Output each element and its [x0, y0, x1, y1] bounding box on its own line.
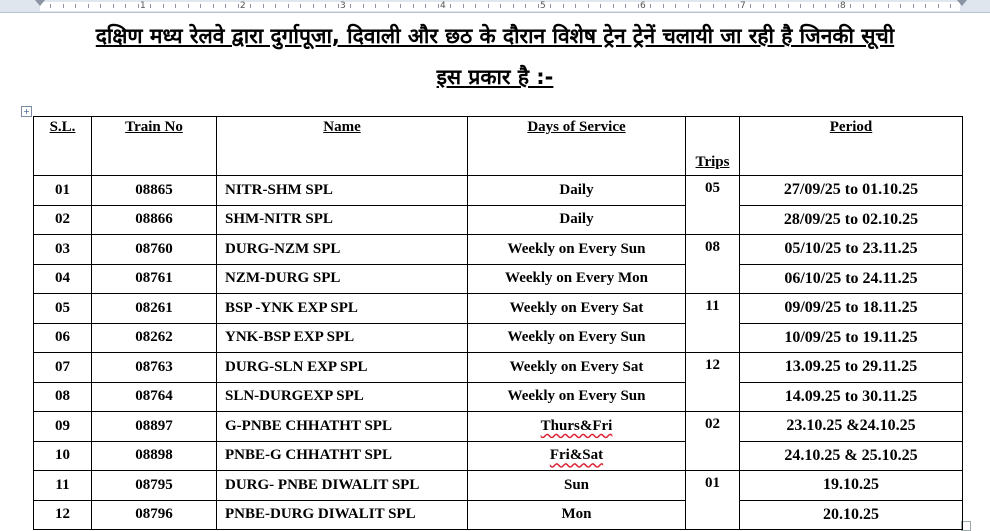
cell-days: Mon: [468, 500, 686, 530]
ruler-tick: [638, 4, 639, 8]
ruler-tick: [763, 4, 764, 8]
cell-name: YNK-BSP EXP SPL: [217, 323, 468, 353]
cell-sl: 07: [34, 353, 92, 383]
ruler-tick: [63, 4, 64, 8]
table-move-handle-icon[interactable]: +: [21, 106, 32, 117]
cell-days: Weekly on Every Sun: [468, 323, 686, 353]
cell-days: Sun: [468, 471, 686, 501]
ruler-tick: [425, 4, 426, 8]
cell-train-no: 08897: [92, 412, 217, 442]
ruler-tick: [538, 4, 539, 8]
ruler-tick: [388, 4, 389, 8]
cell-train-no: 08764: [92, 382, 217, 412]
table-row: [34, 441, 963, 471]
ruler-tick: [350, 4, 351, 8]
ruler-tick: [125, 4, 126, 8]
cell-train-no: 08796: [92, 500, 217, 530]
ruler-tick: [613, 4, 614, 8]
cell-sl: 06: [34, 323, 92, 353]
ruler-tick: [450, 4, 451, 8]
cell-name: SLN-DURGEXP SPL: [217, 382, 468, 412]
ruler-tick: [700, 4, 701, 8]
ruler-tick: [850, 4, 851, 8]
ruler-tick: [175, 4, 176, 8]
cell-period: 13.09.25 to 29.11.25: [740, 353, 963, 383]
cell-name: NITR-SHM SPL: [217, 176, 468, 206]
ruler-tick: [713, 4, 714, 8]
ruler-tick: [225, 4, 226, 8]
header-sl: S.L.: [34, 117, 92, 176]
cell-period: 27/09/25 to 01.10.25: [740, 176, 963, 206]
ruler-tick: [163, 4, 164, 8]
ruler-tick: [675, 4, 676, 8]
ruler-tick: [738, 4, 739, 8]
ruler-number: 7: [740, 1, 746, 11]
table-row: [34, 176, 963, 206]
cell-sl: 12: [34, 500, 92, 530]
table-row: [34, 323, 963, 353]
table-row: [34, 205, 963, 235]
cell-sl: 08: [34, 382, 92, 412]
ruler-tick: [463, 4, 464, 8]
table-row: [34, 471, 963, 501]
ruler-tick: [100, 4, 101, 8]
ruler-tick: [113, 4, 114, 8]
ruler-indent-marker[interactable]: [35, 0, 45, 6]
cell-train-no: 08898: [92, 441, 217, 471]
ruler-tick: [500, 4, 501, 8]
ruler-number: 8: [840, 1, 846, 11]
ruler-tick: [525, 4, 526, 8]
table-header-row: [34, 117, 963, 176]
ruler-tick: [138, 4, 139, 8]
ruler-tick: [750, 4, 751, 8]
ruler-tick: [900, 4, 901, 8]
ruler-number: 3: [340, 1, 346, 11]
ruler-tick: [725, 4, 726, 8]
cell-train-no: 08763: [92, 353, 217, 383]
ruler-tick: [313, 4, 314, 8]
header-name: Name: [217, 117, 468, 176]
header-trips: Trips: [686, 117, 740, 176]
ruler-tick: [413, 4, 414, 8]
cell-name: G-PNBE CHHATHT SPL: [217, 412, 468, 442]
ruler-tick: [188, 4, 189, 8]
cell-name: PNBE-G CHHATHT SPL: [217, 441, 468, 471]
cell-period: 05/10/25 to 23.11.25: [740, 235, 963, 265]
ruler-tick: [663, 4, 664, 8]
ruler-number: 2: [240, 1, 246, 11]
page-subheading: इस प्रकार है :-: [436, 65, 554, 89]
ruler-tick: [925, 4, 926, 8]
cell-days: [468, 412, 686, 442]
ruler-tick: [400, 4, 401, 8]
ruler-tick: [150, 4, 151, 8]
cell-days: [468, 441, 686, 471]
ruler-tick: [438, 4, 439, 8]
ruler-tick: [238, 4, 239, 8]
cell-train-no: 08261: [92, 294, 217, 324]
cell-days: Daily: [468, 205, 686, 235]
header-train-no: Train No: [92, 117, 217, 176]
ruler-tick: [488, 4, 489, 8]
cell-period: 23.10.25 &24.10.25: [740, 412, 963, 442]
cell-sl: 09: [34, 412, 92, 442]
cell-period: 24.10.25 & 25.10.25: [740, 441, 963, 471]
ruler-tick: [263, 4, 264, 8]
ruler-tick: [50, 4, 51, 8]
cell-trips: 05: [686, 176, 740, 235]
page-heading: दक्षिण मध्य रेलवे द्वारा दुर्गापूजा, दिवाली और छठ के दौरान विशेष ट्रेन ट्रेनें चलायी जा रही है जिनकी सूची: [95, 24, 895, 48]
ruler-tick: [825, 4, 826, 8]
ruler-tick: [75, 4, 76, 8]
cell-days: Weekly on Every Sun: [468, 235, 686, 265]
table-row: [34, 382, 963, 412]
ruler-tick: [600, 4, 601, 8]
cell-days: Weekly on Every Sat: [468, 353, 686, 383]
ruler-tick: [813, 4, 814, 8]
cell-name: NZM-DURG SPL: [217, 264, 468, 294]
ruler-tick: [275, 4, 276, 8]
table-row: [34, 294, 963, 324]
cell-name: DURG-SLN EXP SPL: [217, 353, 468, 383]
cell-days-text: Thurs&Fri: [540, 417, 613, 434]
ruler-tick: [888, 4, 889, 8]
ruler-tick: [250, 4, 251, 8]
cell-period: 10/09/25 to 19.11.25: [740, 323, 963, 353]
cell-sl: 05: [34, 294, 92, 324]
header-days: Days of Service: [468, 117, 686, 176]
table-row: [34, 235, 963, 265]
ruler-tick: [363, 4, 364, 8]
ruler-tick: [475, 4, 476, 8]
cell-period: 28/09/25 to 02.10.25: [740, 205, 963, 235]
cell-days: Weekly on Every Sat: [468, 294, 686, 324]
ruler-tick: [300, 4, 301, 8]
table-row: [34, 353, 963, 383]
ruler-tick: [88, 4, 89, 8]
ruler-tick: [588, 4, 589, 8]
ruler-tick: [550, 4, 551, 8]
cell-name: SHM-NITR SPL: [217, 205, 468, 235]
ruler-tick: [213, 4, 214, 8]
cell-name: DURG- PNBE DIWALIT SPL: [217, 471, 468, 501]
cell-sl: 03: [34, 235, 92, 265]
cell-period: 14.09.25 to 30.11.25: [740, 382, 963, 412]
cell-sl: 10: [34, 441, 92, 471]
cell-trips: 08: [686, 235, 740, 294]
table-row: [34, 264, 963, 294]
cell-train-no: 08761: [92, 264, 217, 294]
cell-period: 06/10/25 to 24.11.25: [740, 264, 963, 294]
ruler-tick: [950, 4, 951, 8]
cell-days: Weekly on Every Mon: [468, 264, 686, 294]
ruler-tick: [788, 4, 789, 8]
ruler-number: 4: [440, 1, 446, 11]
cell-days-text: Fri&Sat: [549, 447, 604, 464]
ruler-tick: [800, 4, 801, 8]
cell-trips: 12: [686, 353, 740, 412]
cell-trips: 11: [686, 294, 740, 353]
table-row: [34, 412, 963, 442]
ruler-tick: [563, 4, 564, 8]
cell-sl: 04: [34, 264, 92, 294]
ruler-tick: [650, 4, 651, 8]
cell-sl: 01: [34, 176, 92, 206]
ruler-tick: [913, 4, 914, 8]
ruler-tick: [513, 4, 514, 8]
cell-name: PNBE-DURG DIWALIT SPL: [217, 500, 468, 530]
cell-train-no: 08795: [92, 471, 217, 501]
special-trains-table: [33, 116, 963, 530]
cell-name: BSP -YNK EXP SPL: [217, 294, 468, 324]
ruler-tick: [863, 4, 864, 8]
cell-sl: 02: [34, 205, 92, 235]
ruler: [0, 0, 990, 13]
ruler-tick: [200, 4, 201, 8]
cell-train-no: 08760: [92, 235, 217, 265]
ruler-number: 5: [540, 1, 546, 11]
ruler-tick: [938, 4, 939, 8]
ruler-tick: [838, 4, 839, 8]
ruler-tick: [375, 4, 376, 8]
cell-days: Daily: [468, 176, 686, 206]
cell-period: 20.10.25: [740, 500, 963, 530]
ruler-tick: [288, 4, 289, 8]
cell-days: Weekly on Every Sun: [468, 382, 686, 412]
header-period: Period: [740, 117, 963, 176]
ruler-tick: [775, 4, 776, 8]
ruler-tick: [575, 4, 576, 8]
cell-period: 19.10.25: [740, 471, 963, 501]
ruler-tick: [625, 4, 626, 8]
ruler-tick: [688, 4, 689, 8]
cell-train-no: 08262: [92, 323, 217, 353]
ruler-tick: [875, 4, 876, 8]
ruler-tick: [338, 4, 339, 8]
cell-sl: 11: [34, 471, 92, 501]
cell-trips: 02: [686, 412, 740, 471]
cell-period: 09/09/25 to 18.11.25: [740, 294, 963, 324]
cell-name: DURG-NZM SPL: [217, 235, 468, 265]
table-row: [34, 500, 963, 530]
ruler-tick: [325, 4, 326, 8]
ruler-number: 1: [140, 1, 146, 11]
cell-train-no: 08866: [92, 205, 217, 235]
ruler-right-margin-marker[interactable]: [957, 0, 967, 6]
ruler-number: 6: [640, 1, 646, 11]
cell-trips: 01: [686, 471, 740, 530]
cell-train-no: 08865: [92, 176, 217, 206]
